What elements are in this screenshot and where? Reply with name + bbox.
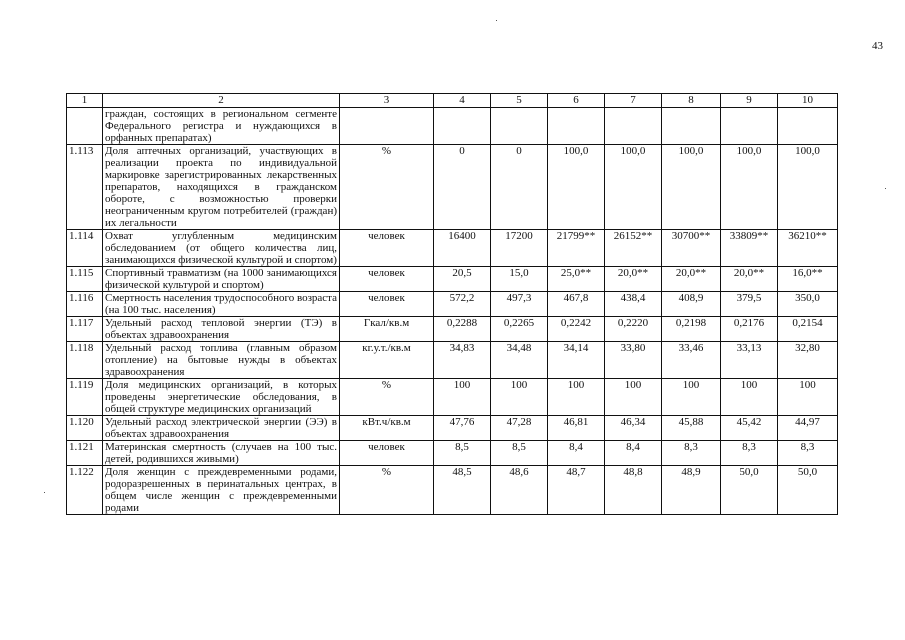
column-header: 2 [103,94,340,108]
value-cell: 100,0 [662,145,721,230]
indicators-table [66,93,838,515]
value-cell: 32,80 [778,342,838,379]
column-header: 1 [67,94,103,108]
value-cell: 48,8 [605,466,662,515]
scan-speck [885,188,886,189]
indicator-name-cell: граждан, состоящих в региональном сегменте Федерального регистра и нуждающихся в орфанных препаратах) [103,108,340,145]
value-cell: 100,0 [548,145,605,230]
unit-cell: % [340,145,434,230]
value-cell: 15,0 [491,267,548,292]
value-cell: 30700** [662,230,721,267]
value-cell: 20,0** [605,267,662,292]
value-cell: 34,48 [491,342,548,379]
indicator-name-cell: Смертность населения трудоспособного возраста (на 100 тыс. населения) [103,292,340,317]
value-cell: 497,3 [491,292,548,317]
value-cell: 50,0 [721,466,778,515]
unit-cell: человек [340,292,434,317]
value-cell: 379,5 [721,292,778,317]
value-cell: 48,7 [548,466,605,515]
value-cell: 45,88 [662,416,721,441]
table-row [67,145,838,230]
column-header: 6 [548,94,605,108]
value-cell: 20,5 [434,267,491,292]
value-cell: 100,0 [778,145,838,230]
table-row [67,441,838,466]
value-cell: 17200 [491,230,548,267]
value-cell: 0 [491,145,548,230]
indicator-name-cell: Удельный расход электрической энергии (ЭЭ) в объектах здравоохранения [103,416,340,441]
table-row [67,267,838,292]
column-header: 3 [340,94,434,108]
value-cell [548,108,605,145]
column-header: 5 [491,94,548,108]
value-cell: 16,0** [778,267,838,292]
value-cell: 8,4 [548,441,605,466]
value-cell: 33809** [721,230,778,267]
value-cell: 16400 [434,230,491,267]
column-header: 9 [721,94,778,108]
column-header: 4 [434,94,491,108]
value-cell: 20,0** [721,267,778,292]
indicator-name-cell: Материнская смертность (случаев на 100 тыс. детей, родившихся живыми) [103,441,340,466]
unit-cell: человек [340,267,434,292]
row-number-cell: 1.118 [67,342,103,379]
value-cell: 100 [721,379,778,416]
value-cell: 45,42 [721,416,778,441]
value-cell: 0,2265 [491,317,548,342]
value-cell [662,108,721,145]
unit-cell: кг.у.т./кв.м [340,342,434,379]
value-cell: 0,2198 [662,317,721,342]
value-cell: 572,2 [434,292,491,317]
value-cell: 8,3 [778,441,838,466]
value-cell: 0,2220 [605,317,662,342]
value-cell [605,108,662,145]
row-number-cell: 1.121 [67,441,103,466]
indicator-name-cell: Удельный расход тепловой энергии (ТЭ) в объектах здравоохранения [103,317,340,342]
value-cell: 100,0 [721,145,778,230]
value-cell: 48,9 [662,466,721,515]
value-cell: 350,0 [778,292,838,317]
value-cell: 8,3 [721,441,778,466]
unit-cell: кВт.ч/кв.м [340,416,434,441]
row-number-cell: 1.114 [67,230,103,267]
value-cell: 44,97 [778,416,838,441]
table-row [67,317,838,342]
table-row [67,292,838,317]
value-cell: 100 [491,379,548,416]
value-cell: 0,2176 [721,317,778,342]
column-header: 8 [662,94,721,108]
value-cell: 48,6 [491,466,548,515]
indicator-name-cell: Спортивный травматизм (на 1000 занимающихся физической культурой и спортом) [103,267,340,292]
value-cell: 8,5 [434,441,491,466]
value-cell: 0,2288 [434,317,491,342]
table-row [67,342,838,379]
table-row [67,230,838,267]
row-number-cell: 1.122 [67,466,103,515]
value-cell: 20,0** [662,267,721,292]
value-cell: 33,46 [662,342,721,379]
value-cell: 100,0 [605,145,662,230]
indicator-name-cell: Удельный расход топлива (главным образом отопление) на бытовые нужды в объектах здравоохранения [103,342,340,379]
row-number-cell: 1.117 [67,317,103,342]
unit-cell: человек [340,230,434,267]
value-cell [721,108,778,145]
column-header: 7 [605,94,662,108]
value-cell: 50,0 [778,466,838,515]
value-cell: 46,81 [548,416,605,441]
value-cell [491,108,548,145]
value-cell: 8,5 [491,441,548,466]
row-number-cell: 1.113 [67,145,103,230]
column-header: 10 [778,94,838,108]
unit-cell: % [340,379,434,416]
scan-speck [44,492,45,493]
row-number-cell: 1.119 [67,379,103,416]
row-number-cell: 1.120 [67,416,103,441]
value-cell [778,108,838,145]
value-cell [434,108,491,145]
value-cell: 48,5 [434,466,491,515]
row-number-cell: 1.115 [67,267,103,292]
value-cell: 36210** [778,230,838,267]
value-cell: 47,28 [491,416,548,441]
value-cell: 33,80 [605,342,662,379]
value-cell: 408,9 [662,292,721,317]
value-cell: 0 [434,145,491,230]
page-number: 43 [872,40,883,52]
value-cell: 34,14 [548,342,605,379]
indicator-name-cell: Доля женщин с преждевременными родами, родоразрешенных в перинатальных центрах, в общем числе женщин с преждевременными родами [103,466,340,515]
value-cell: 25,0** [548,267,605,292]
unit-cell: Гкал/кв.м [340,317,434,342]
row-number-cell: 1.116 [67,292,103,317]
value-cell: 100 [662,379,721,416]
value-cell: 100 [548,379,605,416]
value-cell: 26152** [605,230,662,267]
value-cell: 0,2154 [778,317,838,342]
value-cell: 21799** [548,230,605,267]
unit-cell: % [340,466,434,515]
value-cell: 8,3 [662,441,721,466]
unit-cell [340,108,434,145]
value-cell: 467,8 [548,292,605,317]
table-row [67,379,838,416]
value-cell: 0,2242 [548,317,605,342]
indicator-name-cell: Доля аптечных организаций, участвующих в реализации проекта по индивидуальной маркировке зарегистрированных лекарственных препаратов, находящихся в гражданском обороте, с возможностью проверки неограниченным кругом потребителей (граждан) их легальности [103,145,340,230]
value-cell: 34,83 [434,342,491,379]
table-row [67,466,838,515]
value-cell: 100 [605,379,662,416]
table-row [67,108,838,145]
value-cell: 46,34 [605,416,662,441]
indicator-name-cell: Охват углубленным медицинским обследованием (от общего количества лиц, занимающихся физической культурой и спортом) [103,230,340,267]
unit-cell: человек [340,441,434,466]
value-cell: 47,76 [434,416,491,441]
row-number-cell [67,108,103,145]
value-cell: 33,13 [721,342,778,379]
value-cell: 100 [434,379,491,416]
header-row [67,94,838,108]
table-row [67,416,838,441]
indicator-name-cell: Доля медицинских организаций, в которых проведены энергетические обследования, в общей структуре медицинских организаций [103,379,340,416]
value-cell: 8,4 [605,441,662,466]
value-cell: 100 [778,379,838,416]
value-cell: 438,4 [605,292,662,317]
scan-speck [496,20,497,21]
